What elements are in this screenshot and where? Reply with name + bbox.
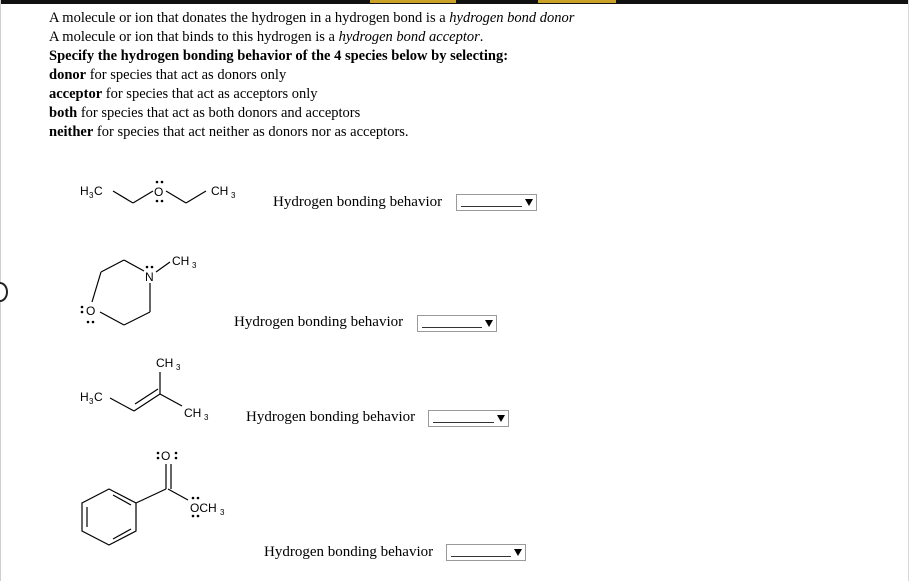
question-3-select[interactable] xyxy=(428,410,509,427)
dropdown-arrow-icon xyxy=(485,320,493,327)
question-2-select[interactable] xyxy=(417,315,497,332)
dropdown-arrow-icon xyxy=(525,199,533,206)
question-4-select[interactable] xyxy=(446,544,526,561)
dropdown-arrow-icon xyxy=(514,549,522,556)
m1-oxygen: O xyxy=(154,185,164,199)
option-term: donor xyxy=(49,67,87,83)
m3-right-ch: CH xyxy=(184,406,202,420)
option-desc: for species that act as both donors and acceptors xyxy=(77,105,361,121)
m1-ch: CH xyxy=(211,184,229,198)
option-term: both xyxy=(49,105,78,121)
option-desc: for species that act as acceptors only xyxy=(102,86,318,102)
m2-nitrogen: N xyxy=(145,270,154,284)
m2-oxygen: O xyxy=(86,304,96,318)
m3-h: H xyxy=(80,390,89,404)
m3-right-sub: 3 xyxy=(204,413,209,422)
m2-ch: CH xyxy=(172,254,190,268)
m3-h-sub: 3 xyxy=(89,397,94,406)
definition-text: A molecule or ion that binds to this hydrogen is a xyxy=(49,29,339,45)
select-empty-value xyxy=(433,422,494,423)
donor-term: hydrogen bond donor xyxy=(449,10,575,26)
m2-ch-sub: 3 xyxy=(192,261,197,270)
select-empty-value xyxy=(451,556,511,557)
m3-top-sub: 3 xyxy=(176,363,181,372)
m1-ch-sub: 3 xyxy=(231,191,236,200)
option-term: neither xyxy=(49,124,94,140)
m3-c: C xyxy=(94,390,103,404)
m3-top-ch: CH xyxy=(156,356,174,370)
question-3-label: Hydrogen bonding behavior xyxy=(246,409,416,425)
select-empty-value xyxy=(422,327,482,328)
instruction-heading-text: Specify the hydrogen bonding behavior of the 4 species below by selecting: xyxy=(49,48,509,64)
question-4-label: Hydrogen bonding behavior xyxy=(264,544,434,560)
m1-sub: 3 xyxy=(89,191,94,200)
option-term: acceptor xyxy=(49,86,103,102)
option-desc: for species that act as donors only xyxy=(86,67,287,83)
period: . xyxy=(479,29,484,45)
select-empty-value xyxy=(461,206,522,207)
question-1-select[interactable] xyxy=(456,194,537,211)
dropdown-arrow-icon xyxy=(497,415,505,422)
option-desc: for species that act neither as donors nor as acceptors. xyxy=(93,124,409,140)
acceptor-term: hydrogen bond acceptor xyxy=(338,29,480,45)
question-1-label: Hydrogen bonding behavior xyxy=(273,194,443,210)
definition-text: A molecule or ion that donates the hydrogen in a hydrogen bond is a xyxy=(49,10,450,26)
m4-carbonyl-oxygen: O xyxy=(161,449,171,463)
m4-och: OCH xyxy=(190,501,217,515)
m1-h: H xyxy=(80,184,89,198)
m1-c: C xyxy=(94,184,103,198)
m4-och-sub: 3 xyxy=(220,508,225,517)
question-2-label: Hydrogen bonding behavior xyxy=(234,314,404,330)
